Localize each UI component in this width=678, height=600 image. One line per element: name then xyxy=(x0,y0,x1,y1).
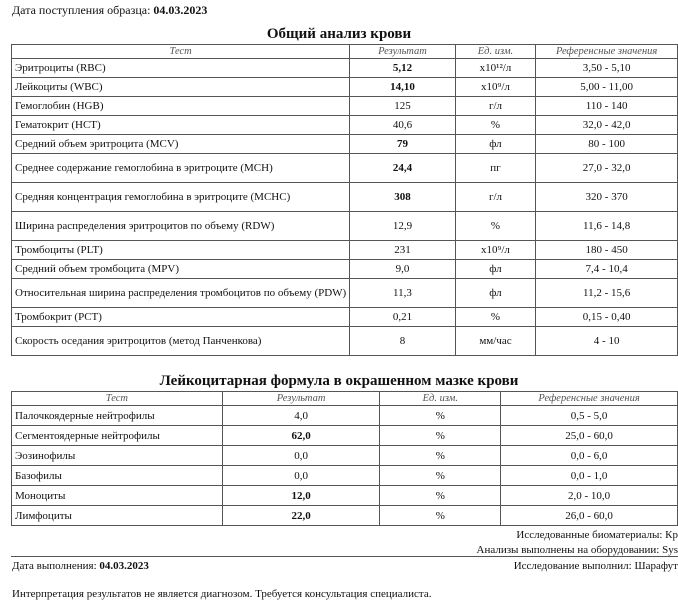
table-row xyxy=(12,446,678,466)
test-name-cell: Моноциты xyxy=(12,486,223,506)
unit-cell: мм/час xyxy=(455,327,536,356)
unit-cell: пг xyxy=(455,154,536,183)
unit-cell: % xyxy=(380,466,501,486)
table-header-row xyxy=(12,392,678,406)
column-header: Тест xyxy=(12,45,350,59)
execution-date xyxy=(12,560,149,572)
test-name-cell: Тромбоциты (PLT) xyxy=(12,241,350,260)
column-header: Тест xyxy=(12,392,223,406)
test-name-cell: Гематокрит (HCT) xyxy=(12,116,350,135)
reference-cell: 110 - 140 xyxy=(536,97,678,116)
equipment-note: Анализы выполнены на оборудовании: Sys xyxy=(476,544,678,556)
result-cell: 62,0 xyxy=(222,426,380,446)
test-name-cell: Базофилы xyxy=(12,466,223,486)
table2-title: Лейкоцитарная формула в окрашенном мазке крови xyxy=(159,373,519,389)
table1-title: Общий анализ крови xyxy=(266,26,412,42)
reference-cell: 27,0 - 32,0 xyxy=(536,154,678,183)
result-cell: 14,10 xyxy=(350,78,455,97)
unit-cell: % xyxy=(380,406,501,426)
unit-cell: % xyxy=(455,116,536,135)
test-name-cell: Средний объем эритроцита (MCV) xyxy=(12,135,350,154)
table-row xyxy=(12,406,678,426)
test-name-cell: Средняя концентрация гемоглобина в эритроците (MCHC) xyxy=(12,183,350,212)
result-cell: 12,9 xyxy=(350,212,455,241)
result-cell: 24,4 xyxy=(350,154,455,183)
column-header: Референсные значения xyxy=(536,45,678,59)
biomaterials-note: Исследованные биоматериалы: Кр xyxy=(516,529,678,541)
reference-cell: 11,6 - 14,8 xyxy=(536,212,678,241)
table-row xyxy=(12,426,678,446)
footer-divider xyxy=(11,556,678,557)
table-row xyxy=(12,260,678,279)
unit-cell: фл xyxy=(455,279,536,308)
result-cell: 22,0 xyxy=(222,506,380,526)
table-row xyxy=(12,116,678,135)
unit-cell: % xyxy=(455,308,536,327)
executor-note: Исследование выполнил: Шарафут xyxy=(513,560,678,572)
reference-cell: 0,15 - 0,40 xyxy=(536,308,678,327)
result-cell: 5,12 xyxy=(350,59,455,78)
unit-cell: % xyxy=(380,426,501,446)
unit-cell: x10⁹/л xyxy=(455,241,536,260)
reference-cell: 0,0 - 6,0 xyxy=(501,446,678,466)
reference-cell: 3,50 - 5,10 xyxy=(536,59,678,78)
test-name-cell: Средний объем тромбоцита (MPV) xyxy=(12,260,350,279)
sample-date-label: Дата поступления образца: xyxy=(12,3,151,17)
table-row xyxy=(12,466,678,486)
unit-cell: x10⁹/л xyxy=(455,78,536,97)
table-row xyxy=(12,327,678,356)
table-row xyxy=(12,59,678,78)
column-header: Референсные значения xyxy=(501,392,678,406)
blood-count-table xyxy=(11,44,678,356)
result-cell: 12,0 xyxy=(222,486,380,506)
unit-cell: % xyxy=(380,446,501,466)
test-name-cell: Лейкоциты (WBC) xyxy=(12,78,350,97)
unit-cell: фл xyxy=(455,260,536,279)
table-row xyxy=(12,506,678,526)
table-row xyxy=(12,212,678,241)
test-name-cell: Скорость оседания эритроцитов (метод Панченкова) xyxy=(12,327,350,356)
column-header: Результат xyxy=(222,392,380,406)
execution-date-label: Дата выполнения: xyxy=(12,560,97,572)
reference-cell: 25,0 - 60,0 xyxy=(501,426,678,446)
execution-date-value: 04.03.2023 xyxy=(99,560,149,572)
test-name-cell: Гемоглобин (HGB) xyxy=(12,97,350,116)
leukocyte-formula-table xyxy=(11,391,678,526)
test-name-cell: Тромбокрит (PCT) xyxy=(12,308,350,327)
table-row xyxy=(12,78,678,97)
result-cell: 125 xyxy=(350,97,455,116)
reference-cell: 7,4 - 10,4 xyxy=(536,260,678,279)
unit-cell: г/л xyxy=(455,183,536,212)
table-row xyxy=(12,183,678,212)
reference-cell: 5,00 - 11,00 xyxy=(536,78,678,97)
result-cell: 4,0 xyxy=(222,406,380,426)
disclaimer-text: Интерпретация результатов не является диагнозом. Требуется консультация специалиста. xyxy=(12,588,432,600)
sample-date-value: 04.03.2023 xyxy=(153,3,208,17)
column-header: Результат xyxy=(350,45,455,59)
result-cell: 11,3 xyxy=(350,279,455,308)
reference-cell: 11,2 - 15,6 xyxy=(536,279,678,308)
unit-cell: x10¹²/л xyxy=(455,59,536,78)
table-row xyxy=(12,279,678,308)
reference-cell: 80 - 100 xyxy=(536,135,678,154)
unit-cell: г/л xyxy=(455,97,536,116)
test-name-cell: Эозинофилы xyxy=(12,446,223,466)
result-cell: 0,0 xyxy=(222,466,380,486)
reference-cell: 0,5 - 5,0 xyxy=(501,406,678,426)
table-row xyxy=(12,97,678,116)
sample-date xyxy=(12,3,207,18)
result-cell: 9,0 xyxy=(350,260,455,279)
result-cell: 308 xyxy=(350,183,455,212)
test-name-cell: Эритроциты (RBC) xyxy=(12,59,350,78)
reference-cell: 4 - 10 xyxy=(536,327,678,356)
result-cell: 0,21 xyxy=(350,308,455,327)
result-cell: 231 xyxy=(350,241,455,260)
reference-cell: 0,0 - 1,0 xyxy=(501,466,678,486)
reference-cell: 320 - 370 xyxy=(536,183,678,212)
result-cell: 0,0 xyxy=(222,446,380,466)
unit-cell: % xyxy=(380,506,501,526)
table-row xyxy=(12,486,678,506)
result-cell: 40,6 xyxy=(350,116,455,135)
test-name-cell: Лимфоциты xyxy=(12,506,223,526)
table-row xyxy=(12,135,678,154)
test-name-cell: Среднее содержание гемоглобина в эритроците (MCH) xyxy=(12,154,350,183)
unit-cell: % xyxy=(455,212,536,241)
test-name-cell: Сегментоядерные нейтрофилы xyxy=(12,426,223,446)
test-name-cell: Ширина распределения эритроцитов по объему (RDW) xyxy=(12,212,350,241)
result-cell: 79 xyxy=(350,135,455,154)
test-name-cell: Палочкоядерные нейтрофилы xyxy=(12,406,223,426)
unit-cell: фл xyxy=(455,135,536,154)
reference-cell: 26,0 - 60,0 xyxy=(501,506,678,526)
table-row xyxy=(12,241,678,260)
reference-cell: 32,0 - 42,0 xyxy=(536,116,678,135)
column-header: Ед. изм. xyxy=(380,392,501,406)
unit-cell: % xyxy=(380,486,501,506)
table-row xyxy=(12,308,678,327)
table-row xyxy=(12,154,678,183)
table-header-row xyxy=(12,45,678,59)
test-name-cell: Относительная ширина распределения тромбоцитов по объему (PDW) xyxy=(12,279,350,308)
result-cell: 8 xyxy=(350,327,455,356)
reference-cell: 180 - 450 xyxy=(536,241,678,260)
column-header: Ед. изм. xyxy=(455,45,536,59)
reference-cell: 2,0 - 10,0 xyxy=(501,486,678,506)
